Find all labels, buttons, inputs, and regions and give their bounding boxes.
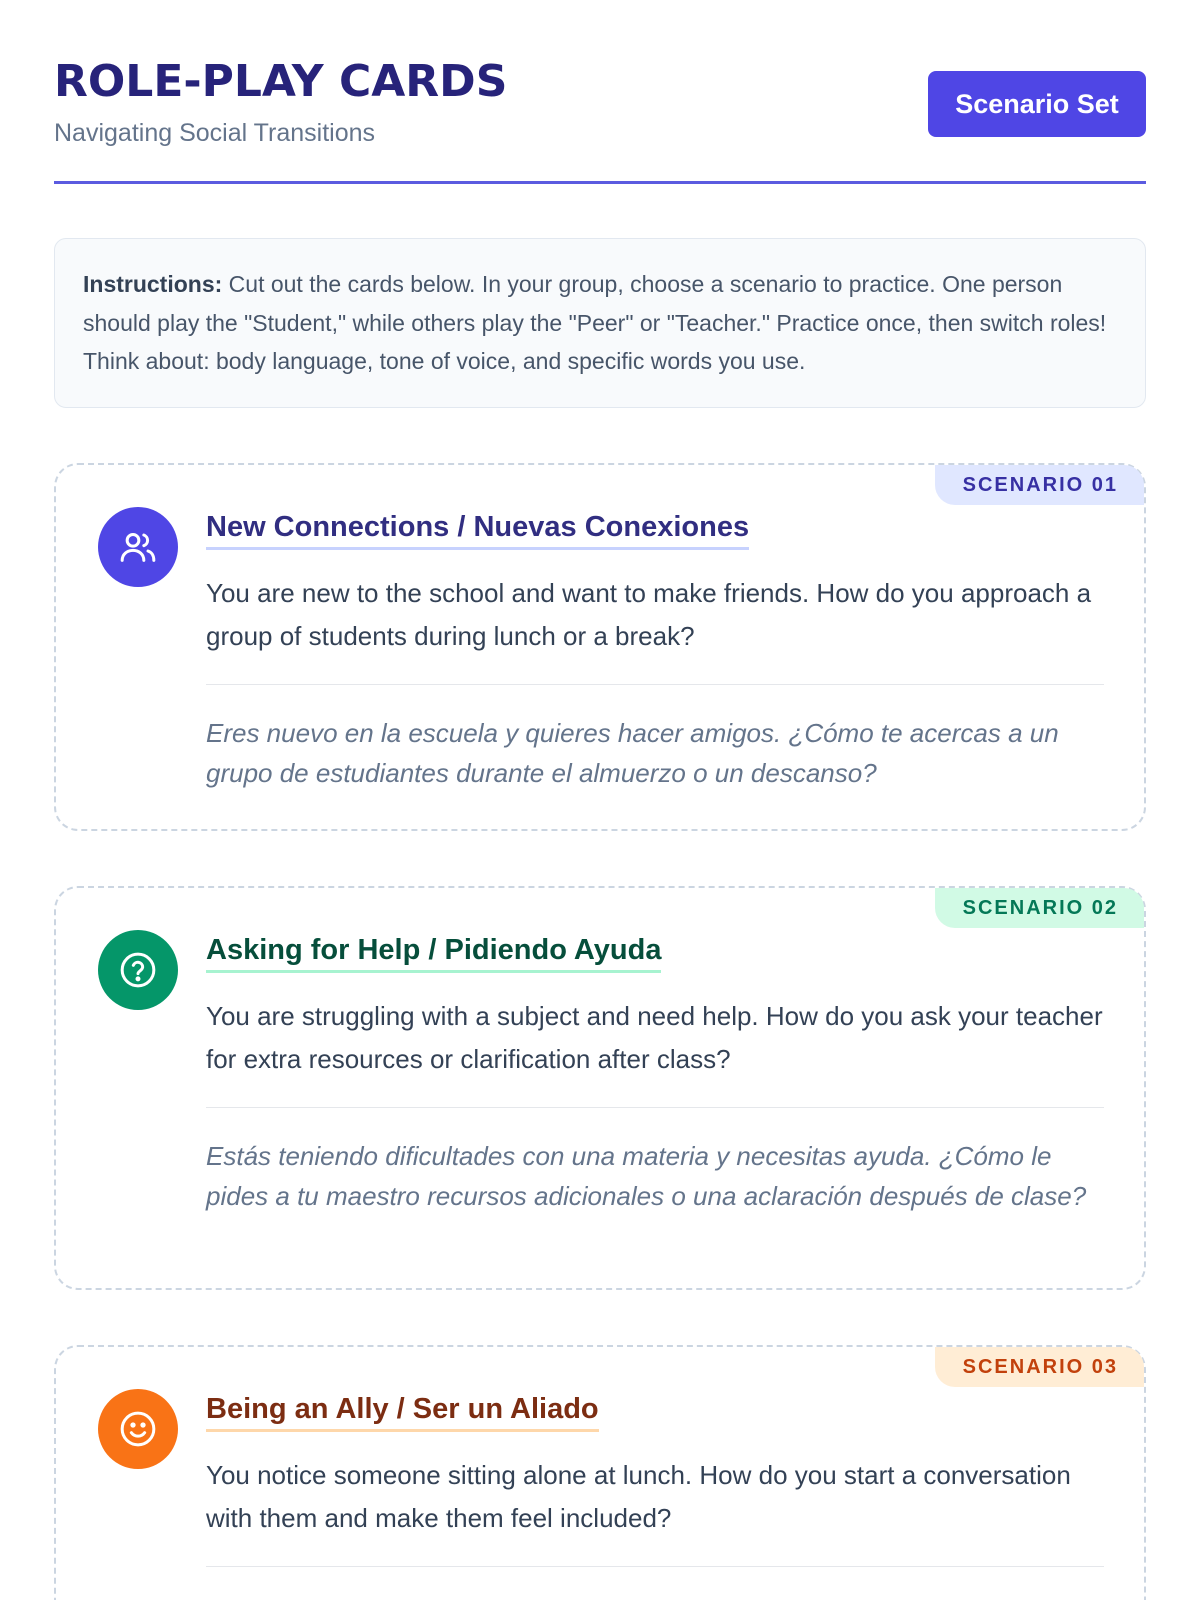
scenario-title: Being an Ally / Ser un Aliado: [206, 1393, 599, 1432]
scenario-badge: SCENARIO 03: [935, 1347, 1144, 1387]
scenario-card-03: [54, 1345, 1146, 1600]
scenario-badge: SCENARIO 02: [935, 888, 1144, 928]
divider: [206, 1566, 1104, 1567]
scenario-title: New Connections / Nuevas Conexiones: [206, 511, 749, 550]
header: [54, 0, 1146, 184]
scenario-title: Asking for Help / Pidiendo Ayuda: [206, 934, 661, 973]
help-circle-icon: [98, 930, 178, 1010]
scenario-card-02: [54, 886, 1146, 1290]
users-icon: [98, 507, 178, 587]
smile-icon: [98, 1389, 178, 1469]
scenario-text-english: You notice someone sitting alone at lunch. How do you start a conversation with them and make them feel included?: [206, 1460, 1071, 1533]
scenario-text-english: You are struggling with a subject and need help. How do you ask your teacher for extra resources or clarification after class?: [206, 1001, 1103, 1074]
divider: [206, 1107, 1104, 1108]
scenario-set-button[interactable]: Scenario Set: [928, 71, 1146, 137]
scenario-card-01: [54, 463, 1146, 831]
scenario-text-spanish: Estás teniendo dificultades con una materia y necesitas ayuda. ¿Cómo le pides a tu maestro recursos adicionales o una aclaración después de clase?: [206, 1141, 1087, 1211]
scenario-text-spanish: Eres nuevo en la escuela y quieres hacer amigos. ¿Cómo te acercas a un grupo de estudiantes durante el almuerzo o un descanso?: [206, 718, 1059, 788]
page-title: ROLE-PLAY CARDS: [54, 56, 508, 107]
scenario-badge: SCENARIO 01: [935, 465, 1144, 505]
instructions-label: Instructions:: [83, 271, 223, 297]
scenario-text-english: You are new to the school and want to make friends. How do you approach a group of students during lunch or a break?: [206, 578, 1092, 651]
instructions-box: [54, 238, 1146, 408]
instructions-text: Cut out the cards below. In your group, choose a scenario to practice. One person should play the "Student," while others play the "Peer" or "Teacher." Practice once, then switch roles! Think about: body language, tone of voice, and specific words you use.: [83, 271, 1107, 374]
page-subtitle: Navigating Social Transitions: [54, 119, 375, 147]
divider: [206, 684, 1104, 685]
